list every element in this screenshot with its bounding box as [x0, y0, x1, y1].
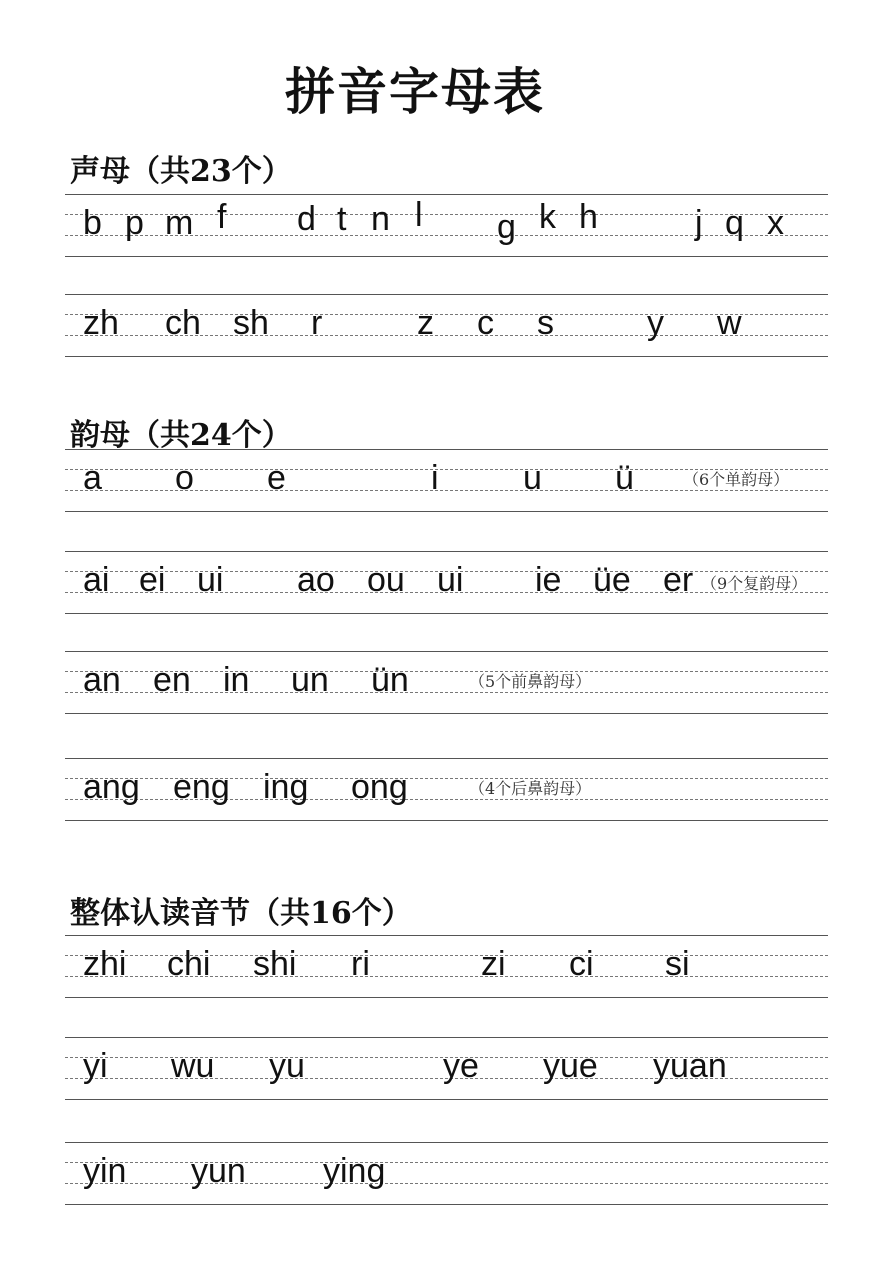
- yunmu-en: en: [153, 661, 191, 699]
- yunmu-in: in: [223, 661, 250, 699]
- shengmu-zh: zh: [83, 304, 119, 342]
- yunmu-row-4: [65, 758, 828, 821]
- zhengti-yi: yi: [83, 1047, 108, 1085]
- shengmu-g: g: [497, 208, 516, 246]
- yunmu-ue: üe: [593, 561, 631, 599]
- shengmu-b: b: [83, 204, 102, 242]
- zhengti-yu: yu: [269, 1047, 305, 1085]
- yunmu-ao: ao: [297, 561, 335, 599]
- shengmu-sh: sh: [233, 304, 269, 342]
- zhengti-row-2: [65, 1037, 828, 1100]
- zhengti-heading: 整体认读音节（共16个）: [70, 896, 412, 931]
- shengmu-r: r: [311, 304, 323, 342]
- shengmu-c: c: [477, 304, 494, 342]
- yunmu-row-3: [65, 651, 828, 714]
- zhengti-ri: ri: [351, 945, 370, 983]
- yunmu-note-4: （4个后鼻韵母）: [469, 779, 592, 798]
- yunmu-eng: eng: [173, 768, 230, 806]
- yunmu-note-3: （5个前鼻韵母）: [469, 672, 592, 691]
- zhengti-zhi: zhi: [83, 945, 127, 983]
- shengmu-l: l: [415, 196, 423, 234]
- zhengti-wu: wu: [171, 1047, 215, 1085]
- shengmu-row-2: [65, 294, 828, 357]
- yunmu-note-1: （6个单韵母）: [683, 470, 790, 489]
- shengmu-ch: ch: [165, 304, 201, 342]
- zhengti-chi: chi: [167, 945, 211, 983]
- yunmu-o: o: [175, 459, 194, 497]
- zhengti-ye: ye: [443, 1047, 479, 1085]
- shengmu-s: s: [537, 304, 554, 342]
- yunmu-a: a: [83, 459, 102, 497]
- zhengti-si: si: [665, 945, 690, 983]
- shengmu-h: h: [579, 198, 598, 236]
- yunmu-ong: ong: [351, 768, 408, 806]
- yunmu-ai: ai: [83, 561, 110, 599]
- shengmu-n: n: [371, 200, 390, 238]
- yunmu-ie: ie: [535, 561, 562, 599]
- zhengti-shi: shi: [253, 945, 297, 983]
- shengmu-m: m: [165, 204, 194, 242]
- shengmu-heading: 声母（共23个）: [70, 154, 292, 189]
- yunmu-ei: ei: [139, 561, 166, 599]
- shengmu-w: w: [717, 304, 742, 342]
- shengmu-f: f: [217, 198, 227, 236]
- zhengti-zi: zi: [481, 945, 506, 983]
- yunmu-un-umlaut: ün: [371, 661, 409, 699]
- yunmu-ing: ing: [263, 768, 309, 806]
- shengmu-p: p: [125, 204, 144, 242]
- zhengti-ying: ying: [323, 1152, 386, 1190]
- shengmu-k: k: [539, 198, 556, 236]
- zhengti-yin: yin: [83, 1152, 127, 1190]
- shengmu-j: j: [695, 204, 703, 242]
- yunmu-ang: ang: [83, 768, 140, 806]
- yunmu-an: an: [83, 661, 121, 699]
- shengmu-y: y: [647, 304, 664, 342]
- zhengti-yue: yue: [543, 1047, 598, 1085]
- yunmu-ui-2: ui: [437, 561, 464, 599]
- zhengti-row-3: [65, 1142, 828, 1205]
- shengmu-z: z: [417, 304, 434, 342]
- yunmu-i: i: [431, 459, 439, 497]
- zhengti-row-1: [65, 935, 828, 998]
- yunmu-ou: ou: [367, 561, 405, 599]
- yunmu-er: er: [663, 561, 694, 599]
- shengmu-d: d: [297, 200, 316, 238]
- shengmu-x: x: [767, 204, 784, 242]
- yunmu-ui: ui: [197, 561, 224, 599]
- yunmu-row-1: [65, 449, 828, 512]
- yunmu-note-2: （9个复韵母）: [701, 574, 808, 593]
- yunmu-un: un: [291, 661, 329, 699]
- zhengti-yun: yun: [191, 1152, 246, 1190]
- yunmu-heading: 韵母（共24个）: [70, 418, 292, 453]
- yunmu-e: e: [267, 459, 286, 497]
- yunmu-u: u: [523, 459, 542, 497]
- shengmu-q: q: [725, 204, 744, 242]
- yunmu-u-umlaut: ü: [615, 459, 634, 497]
- shengmu-row-1: [65, 194, 828, 257]
- zhengti-yuan: yuan: [653, 1047, 727, 1085]
- zhengti-ci: ci: [569, 945, 594, 983]
- yunmu-row-2: [65, 551, 828, 614]
- shengmu-t: t: [337, 200, 347, 238]
- page-title: 拼音字母表: [285, 62, 545, 121]
